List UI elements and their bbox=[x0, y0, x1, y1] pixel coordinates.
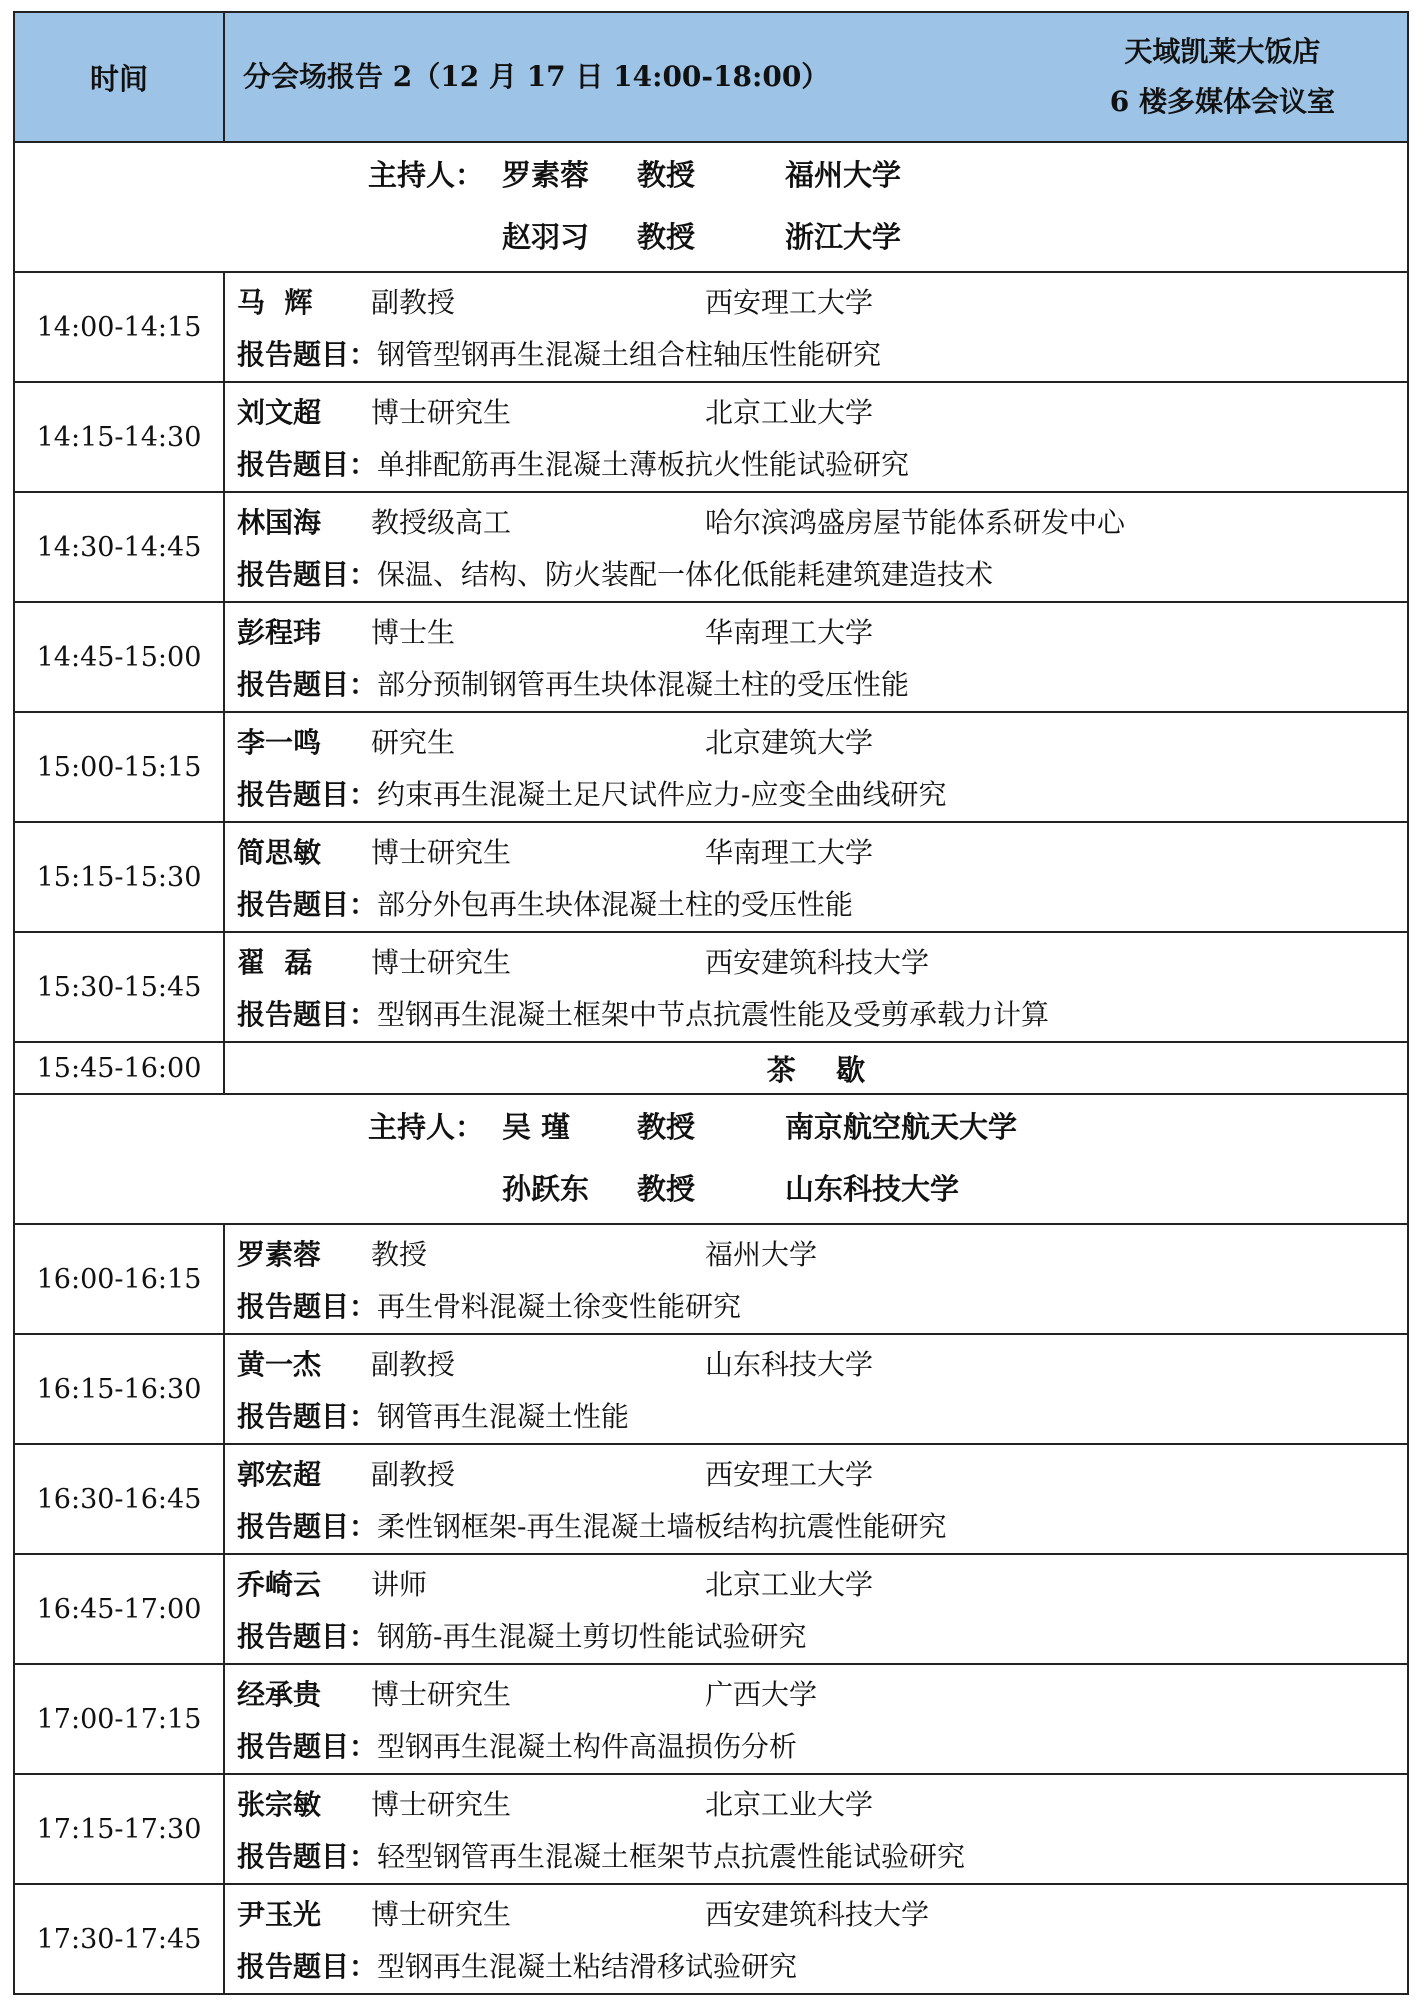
speaker-affiliation: 北京工业大学 bbox=[705, 1568, 874, 1601]
speaker-affiliation: 西安理工大学 bbox=[705, 1458, 874, 1491]
talk-row bbox=[14, 822, 1408, 932]
chair-title: 教授 bbox=[637, 1110, 696, 1144]
talk-details bbox=[224, 1444, 1408, 1554]
talk-row bbox=[14, 1334, 1408, 1444]
topic-title: 钢管型钢再生混凝土组合柱轴压性能研究 bbox=[377, 338, 882, 371]
talk-time: 16:15-16:30 bbox=[14, 1334, 224, 1444]
talk-details bbox=[224, 1884, 1408, 1994]
talk-time: 14:30-14:45 bbox=[14, 492, 224, 602]
chair-cell bbox=[14, 1094, 1408, 1224]
speaker-name: 张宗敏 bbox=[237, 1788, 322, 1821]
talk-details bbox=[224, 492, 1408, 602]
talk-row bbox=[14, 602, 1408, 712]
talk-time: 15:30-15:45 bbox=[14, 932, 224, 1042]
topic-prefix: 报告题目： bbox=[237, 558, 378, 591]
talk-time: 15:00-15:15 bbox=[14, 712, 224, 822]
venue-hotel: 天域凯莱大饭店 bbox=[1124, 35, 1321, 68]
talk-details bbox=[224, 1664, 1408, 1774]
topic-prefix: 报告题目： bbox=[237, 778, 378, 811]
speaker-name: 简思敏 bbox=[237, 836, 322, 869]
talk-details bbox=[224, 1554, 1408, 1664]
topic-prefix: 报告题目： bbox=[237, 668, 378, 701]
talk-details bbox=[224, 382, 1408, 492]
topic-prefix: 报告题目： bbox=[237, 1730, 378, 1763]
time-column-header: 时间 bbox=[14, 12, 224, 142]
speaker-affiliation: 北京工业大学 bbox=[705, 396, 874, 429]
speaker-name: 马 辉 bbox=[237, 286, 313, 319]
talk-topic bbox=[237, 993, 1049, 1033]
speaker-name: 乔崎云 bbox=[237, 1568, 322, 1601]
talk-topic bbox=[237, 1395, 629, 1435]
chair-title: 教授 bbox=[637, 220, 696, 254]
talk-details bbox=[224, 932, 1408, 1042]
topic-prefix: 报告题目： bbox=[237, 338, 378, 371]
talk-details bbox=[224, 272, 1408, 382]
break-label: 茶 歇 bbox=[224, 1042, 1408, 1094]
talk-details bbox=[224, 1224, 1408, 1334]
talk-time: 15:15-15:30 bbox=[14, 822, 224, 932]
talk-time: 14:15-14:30 bbox=[14, 382, 224, 492]
speaker-affiliation: 哈尔滨鸿盛房屋节能体系研发中心 bbox=[705, 506, 1126, 539]
topic-title: 型钢再生混凝土构件高温损伤分析 bbox=[377, 1730, 798, 1763]
talk-topic bbox=[237, 1615, 806, 1655]
speaker-title: 讲师 bbox=[371, 1568, 428, 1601]
talk-row bbox=[14, 492, 1408, 602]
talk-time: 17:30-17:45 bbox=[14, 1884, 224, 1994]
topic-title: 钢筋-再生混凝土剪切性能试验研究 bbox=[377, 1620, 807, 1653]
speaker-affiliation: 北京工业大学 bbox=[705, 1788, 874, 1821]
speaker-title: 博士生 bbox=[371, 616, 456, 649]
speaker-affiliation: 西安建筑科技大学 bbox=[705, 1898, 930, 1931]
talk-topic bbox=[237, 333, 881, 373]
talk-topic bbox=[237, 1505, 946, 1545]
speaker-affiliation: 山东科技大学 bbox=[705, 1348, 874, 1381]
talk-details bbox=[224, 602, 1408, 712]
speaker-name: 刘文超 bbox=[237, 396, 322, 429]
speaker-title: 教授级高工 bbox=[371, 506, 512, 539]
talk-time: 16:30-16:45 bbox=[14, 1444, 224, 1554]
topic-title: 单排配筋再生混凝土薄板抗火性能试验研究 bbox=[377, 448, 910, 481]
topic-title: 部分外包再生块体混凝土柱的受压性能 bbox=[377, 888, 854, 921]
speaker-affiliation: 北京建筑大学 bbox=[705, 726, 874, 759]
chair-line-2 bbox=[15, 1167, 1407, 1211]
talk-time: 16:45-17:00 bbox=[14, 1554, 224, 1664]
speaker-affiliation: 福州大学 bbox=[705, 1238, 818, 1271]
chair-line-2 bbox=[15, 215, 1407, 259]
topic-title: 钢管再生混凝土性能 bbox=[377, 1400, 630, 1433]
speaker-name: 罗素蓉 bbox=[237, 1238, 322, 1271]
speaker-title: 博士研究生 bbox=[371, 1898, 512, 1931]
speaker-affiliation: 华南理工大学 bbox=[705, 836, 874, 869]
talk-time: 17:15-17:30 bbox=[14, 1774, 224, 1884]
talk-details bbox=[224, 712, 1408, 822]
talk-time: 14:00-14:15 bbox=[14, 272, 224, 382]
speaker-title: 博士研究生 bbox=[371, 1788, 512, 1821]
topic-prefix: 报告题目： bbox=[237, 1400, 378, 1433]
talk-row bbox=[14, 1444, 1408, 1554]
speaker-affiliation: 西安建筑科技大学 bbox=[705, 946, 930, 979]
talk-row bbox=[14, 1664, 1408, 1774]
topic-prefix: 报告题目： bbox=[237, 448, 378, 481]
talk-topic bbox=[237, 553, 993, 593]
chair-prefix: 主持人： bbox=[368, 158, 485, 192]
speaker-name: 李一鸣 bbox=[237, 726, 322, 759]
topic-title: 保温、结构、防火装配一体化低能耗建筑建造技术 bbox=[377, 558, 994, 591]
chair-affiliation: 福州大学 bbox=[785, 158, 902, 192]
talk-topic bbox=[237, 1725, 797, 1765]
speaker-title: 副教授 bbox=[371, 1348, 456, 1381]
talk-row bbox=[14, 382, 1408, 492]
talk-row bbox=[14, 1884, 1408, 1994]
speaker-affiliation: 广西大学 bbox=[705, 1678, 818, 1711]
chair-line-1 bbox=[15, 1105, 1407, 1149]
talk-row bbox=[14, 272, 1408, 382]
session-header-cell bbox=[224, 12, 1408, 142]
speaker-title: 副教授 bbox=[371, 286, 456, 319]
speaker-name: 黄一杰 bbox=[237, 1348, 322, 1381]
venue-room: 6 楼多媒体会议室 bbox=[1109, 85, 1335, 118]
talk-row bbox=[14, 1224, 1408, 1334]
topic-title: 部分预制钢管再生块体混凝土柱的受压性能 bbox=[377, 668, 910, 701]
talk-time: 17:00-17:15 bbox=[14, 1664, 224, 1774]
topic-title: 约束再生混凝土足尺试件应力-应变全曲线研究 bbox=[377, 778, 947, 811]
speaker-affiliation: 西安理工大学 bbox=[705, 286, 874, 319]
talk-details bbox=[224, 1774, 1408, 1884]
speaker-title: 博士研究生 bbox=[371, 946, 512, 979]
chair-name: 吴 瑾 bbox=[502, 1110, 571, 1144]
chair-cell bbox=[14, 142, 1408, 272]
topic-prefix: 报告题目： bbox=[237, 1510, 378, 1543]
topic-prefix: 报告题目： bbox=[237, 1620, 378, 1653]
chair-name: 罗素蓉 bbox=[502, 158, 590, 192]
venue bbox=[1110, 27, 1335, 127]
talk-topic bbox=[237, 1945, 797, 1985]
speaker-name: 翟 磊 bbox=[237, 946, 313, 979]
topic-title: 型钢再生混凝土粘结滑移试验研究 bbox=[377, 1950, 798, 1983]
talk-details bbox=[224, 822, 1408, 932]
chair-line-1 bbox=[15, 153, 1407, 197]
session-title: 分会场报告 2（12 月 17 日 14:00-18:00） bbox=[243, 60, 830, 93]
header-row bbox=[14, 12, 1408, 142]
topic-title: 再生骨料混凝土徐变性能研究 bbox=[377, 1290, 742, 1323]
speaker-name: 林国海 bbox=[237, 506, 322, 539]
talk-row bbox=[14, 1554, 1408, 1664]
chair-affiliation: 南京航空航天大学 bbox=[785, 1110, 1018, 1144]
topic-title: 轻型钢管再生混凝土框架节点抗震性能试验研究 bbox=[377, 1840, 966, 1873]
topic-prefix: 报告题目： bbox=[237, 888, 378, 921]
break-row bbox=[14, 1042, 1408, 1094]
talk-topic bbox=[237, 1285, 741, 1325]
talk-time: 14:45-15:00 bbox=[14, 602, 224, 712]
chair-prefix: 主持人： bbox=[368, 1110, 485, 1144]
speaker-name: 彭程玮 bbox=[237, 616, 322, 649]
talk-row bbox=[14, 712, 1408, 822]
talk-topic bbox=[237, 773, 946, 813]
chair-affiliation: 浙江大学 bbox=[785, 220, 902, 254]
chair-name: 赵羽习 bbox=[502, 220, 590, 254]
speaker-title: 教授 bbox=[371, 1238, 428, 1271]
talk-details bbox=[224, 1334, 1408, 1444]
talk-row bbox=[14, 1774, 1408, 1884]
speaker-name: 经承贵 bbox=[237, 1678, 322, 1711]
topic-title: 型钢再生混凝土框架中节点抗震性能及受剪承载力计算 bbox=[377, 998, 1050, 1031]
topic-prefix: 报告题目： bbox=[237, 1290, 378, 1323]
chair-affiliation: 山东科技大学 bbox=[785, 1172, 960, 1206]
chair-title: 教授 bbox=[637, 158, 696, 192]
chair-row bbox=[14, 1094, 1408, 1224]
speaker-title: 研究生 bbox=[371, 726, 456, 759]
break-time: 15:45-16:00 bbox=[14, 1042, 224, 1094]
speaker-title: 博士研究生 bbox=[371, 836, 512, 869]
topic-title: 柔性钢框架-再生混凝土墙板结构抗震性能研究 bbox=[377, 1510, 947, 1543]
speaker-name: 尹玉光 bbox=[237, 1898, 322, 1931]
schedule-table bbox=[13, 11, 1409, 1995]
speaker-title: 博士研究生 bbox=[371, 396, 512, 429]
speaker-title: 副教授 bbox=[371, 1458, 456, 1491]
speaker-affiliation: 华南理工大学 bbox=[705, 616, 874, 649]
chair-name: 孙跃东 bbox=[502, 1172, 590, 1206]
chair-row bbox=[14, 142, 1408, 272]
topic-prefix: 报告题目： bbox=[237, 1840, 378, 1873]
talk-topic bbox=[237, 663, 909, 703]
talk-time: 16:00-16:15 bbox=[14, 1224, 224, 1334]
talk-topic bbox=[237, 883, 853, 923]
speaker-name: 郭宏超 bbox=[237, 1458, 322, 1491]
talk-topic bbox=[237, 1835, 965, 1875]
chair-title: 教授 bbox=[637, 1172, 696, 1206]
topic-prefix: 报告题目： bbox=[237, 998, 378, 1031]
topic-prefix: 报告题目： bbox=[237, 1950, 378, 1983]
talk-topic bbox=[237, 443, 909, 483]
talk-row bbox=[14, 932, 1408, 1042]
speaker-title: 博士研究生 bbox=[371, 1678, 512, 1711]
